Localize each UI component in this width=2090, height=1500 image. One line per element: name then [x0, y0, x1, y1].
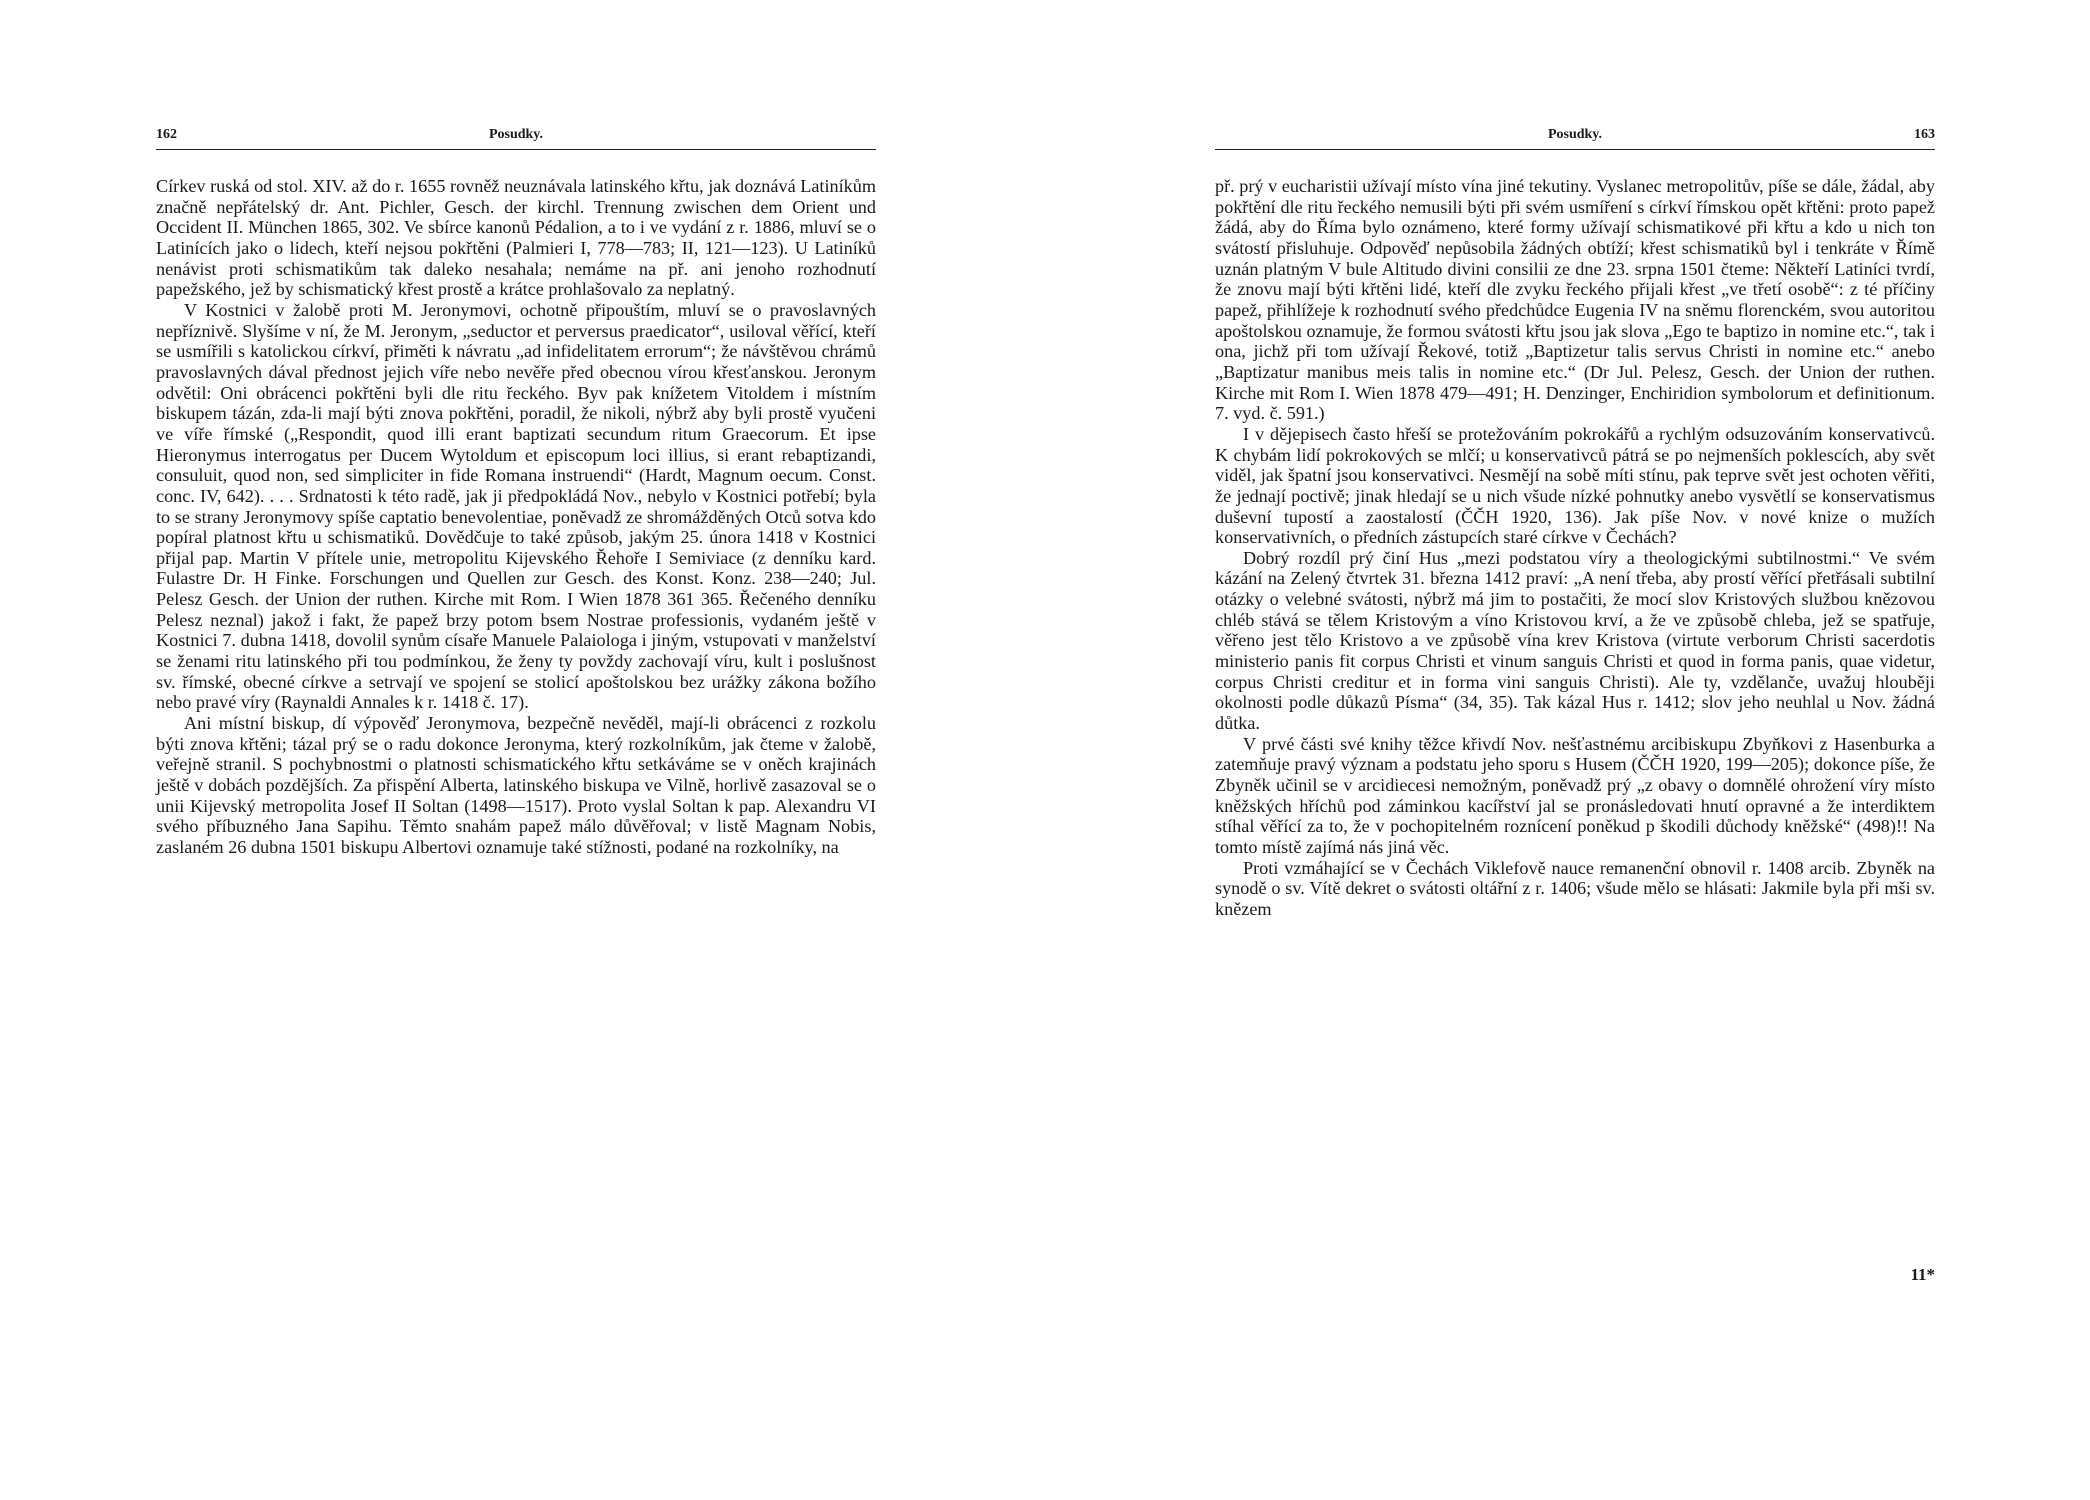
right-paragraph-3: Dobrý rozdíl prý činí Hus „mezi podstatou víry a theologickými subtilnostmi.“ Ve svém kázání na Zelený čtvrtek 31. března 1412 praví: „A není třeba, aby prostí věřící přetřásali subtilní otázky o velebné svátosti, nýbrž má jim to postačiti, že mocí slov Kristových službou knězovou chléb stává se tělem Kristovým a víno Kristovou krví, a že ve způsobě chleba, jež se spatřuje, věřeno jest tělo Kristovo a ve způsobě vína krev Kristova (virtute verborum Christi sacerdotis ministerio panis fit corpus Christi et vinum sanguis Christi et quod in forma panis, quae videtur, corpus Christi creditur et in forma vini sanguis Christi). Ale ty, vzdělanče, uvažuj hlouběji okolnosti podle důkazů Písma“ (34, 35). Tak kázal Hus r. 1412; slov jeho neuhlal u Nov. žádná důtka.	[1215, 547, 1935, 734]
right-paragraph-2: I v dějepisech často hřeší se protežováním pokrokářů a rychlým odsuzováním konservativců. K chybám lidí pokrokových se mlčí; u konservativců pátrá se po nejmenších poklescích, aby svět viděl, jak špatní jsou konservativci. Nesmějí na sobě míti stínu, pak teprve svět jest ochoten věřiti, že jednají poctivě; jinak hledají se u nich všude nízké pohnutky anebo vysvětlí se konservatismus duševní tupostí a zaostalostí (ČČH 1920, 136). Jak píše Nov. v nové knize o mužích konservativních, o předních zástupcích staré církve v Čechách?	[1215, 423, 1935, 548]
right-page	[1045, 0, 2090, 1500]
right-paragraph-5: Proti vzmáhající se v Čechách Viklefově nauce remanenční obnovil r. 1408 arcib. Zbyněk na synodě o sv. Vítě dekret o svátosti oltářní z r. 1406; všude mělo se hlásati: Jakmile byla při mši sv. knězem	[1215, 857, 1935, 919]
right-running-header	[1215, 127, 1935, 150]
right-page-number: 163	[1914, 127, 1935, 142]
right-running-head-title: Posudky.	[1547, 127, 1603, 142]
left-running-header	[156, 127, 876, 150]
left-body-text	[156, 176, 876, 858]
right-body-text	[1215, 176, 1935, 920]
right-paragraph-4: V prvé části své knihy těžce křivdí Nov. nešťastnému arcibiskupu Zbyňkovi z Hasenburka a zatemňuje pravý význam a podstatu jeho sporu s Husem (ČČH 1920, 199—205); dokonce píše, že Zbyněk učinil se v arcidiecesi nemožným, poněvadž prý „z obavy o domnělé ohrožení víry místo kněžských hříchů pod záminkou kacířství jal se pronásledovati hnutí opravné a že interdiktem stíhal věřící za to, že v pochopitelném roznícení poněkud p škodili důchody kněžské“ (498)!! Na tomto místě zajímá nás jiná věc.	[1215, 733, 1935, 857]
left-paragraph-1: Církev ruská od stol. XIV. až do r. 1655 rovněž neuznávala latinského křtu, jak doznává Latiníkům značně nepřátelský dr. Ant. Pichler, Gesch. der kirchl. Trennung zwischen dem Orient und Occident II. München 1865, 302. Ve sbírce kanonů Pédalion, a to i ve vydání z r. 1886, mluví se o Latinících jako o lidech, kteří nejsou pokřtěni (Palmieri I, 778—783; II, 121—123). U Latiníků nenávist proti schismatikům tak daleko nesahala; nemáme na př. ani jenoho rozhodnutí papežského, jež by schismatický křest prostě a krátce prohlašovalo za neplatný.	[156, 176, 876, 300]
printer-signature-mark: 11*	[1910, 1265, 1935, 1284]
left-paragraph-3: Ani místní biskup, dí výpověď Jeronymova, bezpečně nevěděl, mají-li obrácenci z rozkolu býti znova křtěni; tázal prý se o radu dokonce Jeronyma, který rozkolníkům, jak čteme v žalobě, veřejně stranil. S pochybnostmi o platnosti schismatického křtu setkáváme se v oněch krajinách ještě v dobách pozdějších. Za přispění Alberta, latinského biskupa ve Vilně, horlivě zasazoval se o unii Kijevský metropolita Josef II Soltan (1498—1517). Proto vyslal Soltan k pap. Alexandru VI svého příbuzného Jana Sapihu. Těmto snahám papež málo důvěřoval; v listě Magnam Nobis, zaslaném 26 dubna 1501 biskupu Albertovi oznamuje také stížnosti, podané na rozkolníky, na	[156, 713, 876, 857]
right-paragraph-1: př. prý v eucharistii užívají místo vína jiné tekutiny. Vyslanec metropolitův, píše se dále, žádal, aby pokřtění dle ritu řeckého nemusili býti při svém usmíření s církví římskou opět křtěni: proto papež žádá, aby do Říma bylo oznámeno, které formy užívají schismatikové při křtu a kdo u nich ton svátostí přisluhuje. Odpověď nepůsobila žádných obtíží; křest schismatiků byl i tenkráte v Římě uznán platným V bule Altitudo divini consilii ze dne 23. srpna 1501 čteme: Někteří Latiníci tvrdí, že znovu mají býti křtěni lidé, kteří dle zvyku řeckého přijali křest „ve třetí osobě“: z té příčiny papež, přihlížeje k rozhodnutí svého předchůdce Eugenia IV na sněmu florenckém, svou autoritou apoštolskou oznamuje, že formou svátosti křtu jsou jak slova „Ego te baptizo in nomine etc.“, tak i ona, jichž při tom užívají Řekové, totiž „Baptizetur talis servus Christi in nomine etc.“ anebo „Baptizatur manibus meis talis in nomine etc.“ (Dr Jul. Pelesz, Gesch. der Union der ruthen. Kirche mit Rom I. Wien 1878 479—491; H. Denzinger, Enchiridion symbolorum et definitionum. 7. vyd. č. 591.)	[1215, 176, 1935, 424]
left-running-head-title: Posudky.	[488, 127, 544, 142]
left-page-number: 162	[156, 127, 177, 142]
left-paragraph-2: V Kostnici v žalobě proti M. Jeronymovi, ochotně připouštím, mluví se o pravoslavných nepříznivě. Slyšíme v ní, že M. Jeronym, „seductor et perversus praedicator“, usiloval věřící, kteří se usmířili s katolickou církví, přiměti k návratu „ad infidelitatem errorum“; že návštěvou chrámů pravoslavných dával přednost jejich víře nebo nevěře před obecnou vírou křesťanskou. Jeronym odvětil: Oni obrácenci pokřtěni byli dle ritu řeckého. Byv pak knížetem Vitoldem i místním biskupem tázán, zda-li mají býti znova pokřtěni, poradil, že nikoli, nýbrž aby byli prostě vyučeni ve víře římské („Respondit, quod illi erant baptizati secundum ritum Graecorum. Et ipse Hieronymus interrogatus per Ducem Wytoldum et episcopum loci illius, si erant rebaptizandi, consuluit, quod non, sed simpliciter in fide Romana instruendi“ (Hardt, Magnum oecum. Const. conc. IV, 642). . . . Srdnatosti k této radě, jak ji předpokládá Nov., nebylo v Kostnici potřebí; byla to se strany Jeronymovy spíše captatio benevolentiae, poněvadž ze shromážděných Otců sotva kdo popíral platnost křtu u schismatiků. Dovědčuje to také způsob, jakým 25. února 1418 v Kostnici přijal pap. Martin V přítele unie, metropolitu Kijevského Řehoře I Semiviace (z denníku kard. Fulastre Dr. H Finke. Forschungen und Quellen zur Gesch. des Konst. Konz. 238—240; Jul. Pelesz Gesch. der Union der ruthen. Kirche mit Rom. I Wien 1878 361 365. Řečeného denníku Pelesz neznal) jakož i fakt, že papež brzy potom bsem Nostrae professionis, vydaném ještě v Kostnici 7. dubna 1418, dovolil synům císaře Manuele Palaiologa i jiným, vstupovati v manželství se ženami ritu latinského při tou podmínkou, že ženy ty povždy zachovají víru, kult i poslušnost sv. římské, obecné církve a setrvají ve spojení se stolicí apoštolskou bez urážky zákona božího nebo pravé víry (Raynaldi Annales k r. 1418 č. 17).	[156, 299, 876, 713]
